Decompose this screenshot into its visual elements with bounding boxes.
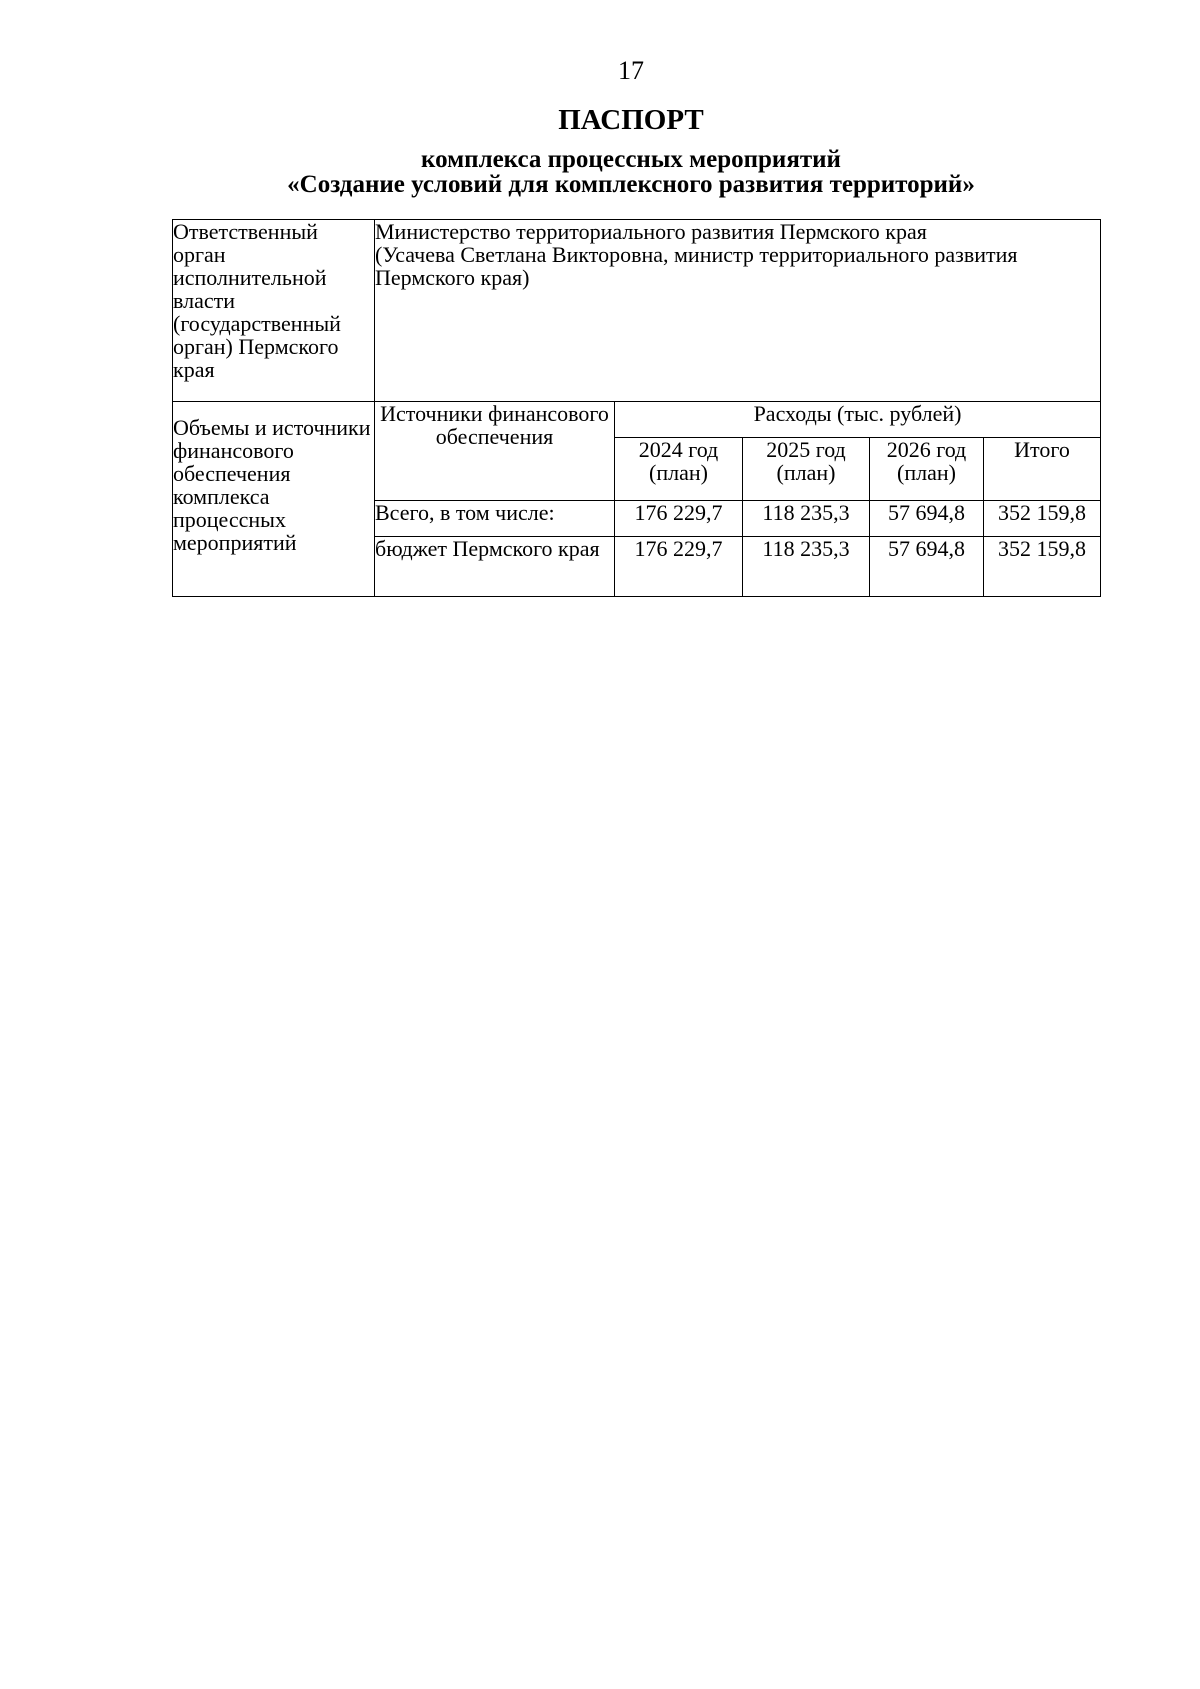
- value-cell: 57 694,8: [870, 501, 984, 537]
- col-header-2025: [743, 438, 870, 501]
- col-2024-note: (план): [649, 460, 708, 485]
- value-cell: 118 235,3: [743, 501, 870, 537]
- page-number: 17: [618, 56, 644, 85]
- responsible-label: Ответственный орган исполнительной власти (государственный орган) Пермского края: [173, 220, 375, 402]
- document-title: ПАСПОРТ: [558, 104, 704, 136]
- col-2026-note: (план): [897, 460, 956, 485]
- col-header-total: [984, 438, 1101, 501]
- passport-table: [172, 219, 1101, 597]
- col-header-2024: [615, 438, 743, 501]
- col-header-2026: [870, 438, 984, 501]
- sources-header: Источники финансового обеспечения: [375, 402, 615, 501]
- document-subtitle: [0, 147, 1200, 197]
- value-cell: 57 694,8: [870, 537, 984, 597]
- col-total-label: Итого: [1014, 437, 1070, 462]
- subtitle-line-1: комплекса процессных мероприятий: [421, 146, 841, 173]
- col-2025-note: (план): [776, 460, 836, 485]
- col-2026-year: 2026 год: [886, 437, 967, 462]
- source-budget: бюджет Пермского края: [375, 537, 615, 597]
- source-total: Всего, в том числе:: [375, 501, 615, 537]
- subtitle-line-2: «Создание условий для комплексного развития территорий»: [287, 171, 975, 198]
- responsible-row: [173, 220, 1101, 402]
- col-2024-year: 2024 год: [638, 437, 719, 462]
- responsible-value-line-2: (Усачева Светлана Викторовна, министр территориального развития Пермского края): [375, 242, 1018, 290]
- financing-label: Объемы и источники финансового обеспечения комплекса процессных мероприятий: [173, 402, 375, 597]
- value-cell: 352 159,8: [984, 501, 1101, 537]
- value-cell: 176 229,7: [615, 501, 743, 537]
- col-2025-year: 2025 год: [766, 437, 846, 462]
- financing-header-row: [173, 402, 1101, 438]
- responsible-value-line-1: Министерство территориального развития Пермского края: [375, 219, 927, 244]
- expenses-header: Расходы (тыс. рублей): [615, 402, 1101, 438]
- value-cell: 352 159,8: [984, 537, 1101, 597]
- value-cell: 118 235,3: [743, 537, 870, 597]
- responsible-value: [375, 220, 1101, 402]
- value-cell: 176 229,7: [615, 537, 743, 597]
